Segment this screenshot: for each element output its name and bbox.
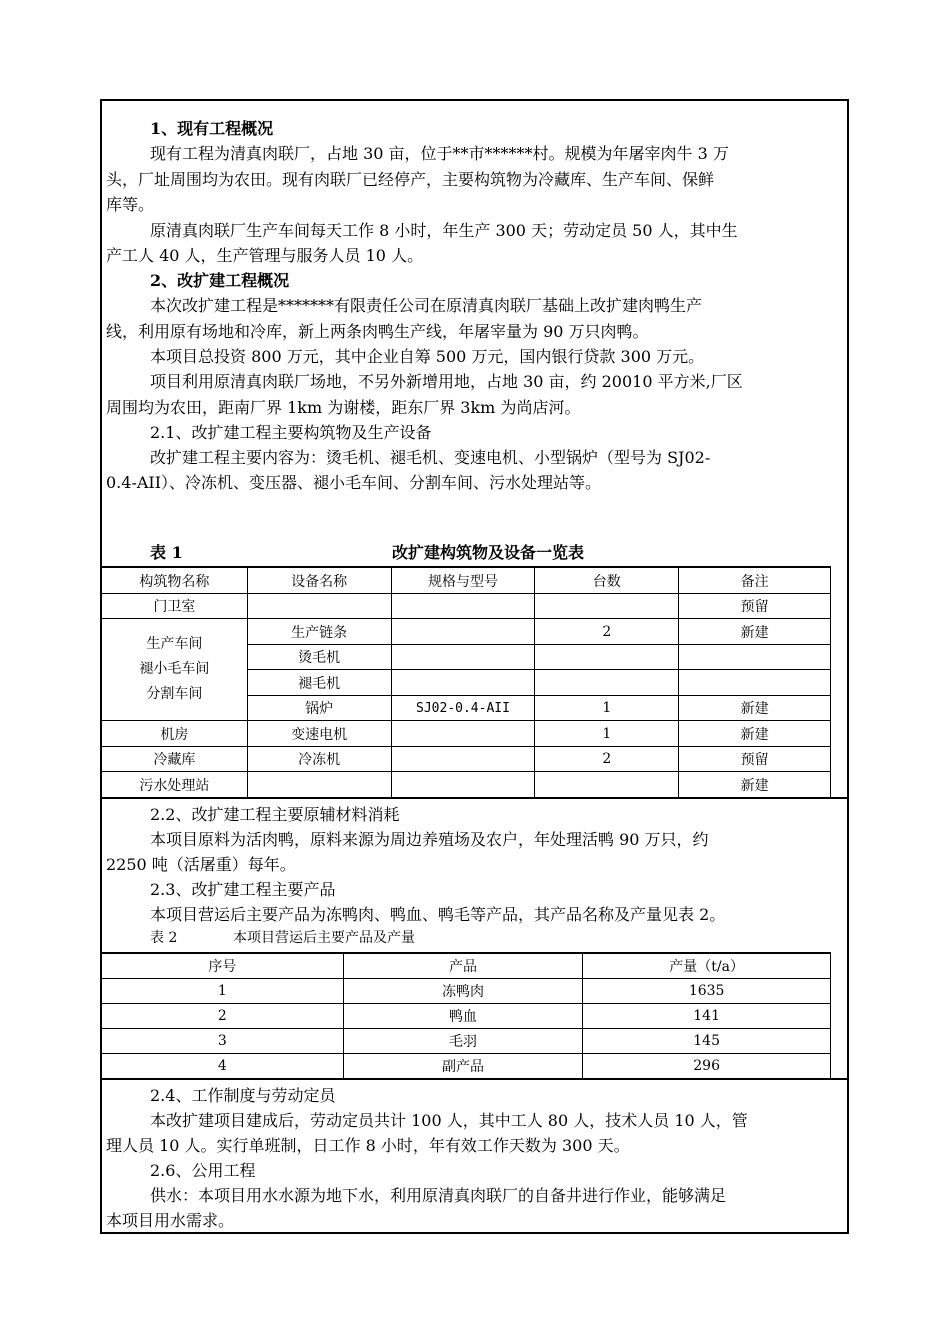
table1-header-cell: 台数 (535, 568, 679, 594)
merged-building-cell (102, 619, 248, 721)
table1-title: 改扩建构筑物及设备一览表 (392, 543, 585, 562)
table-cell: 鸭血 (343, 1004, 583, 1029)
table2-title: 本项目营运后主要产品及产量 (233, 930, 415, 946)
table-cell: 4 (102, 1054, 344, 1079)
table-cell: 变速电机 (247, 721, 391, 747)
table-cell: 预留 (679, 594, 831, 619)
sec21-text-line1: 改扩建工程主要内容为：烫毛机、褪毛机、变速电机、小型锅炉（型号为 SJ02- (150, 448, 711, 467)
table-cell: 2 (535, 747, 679, 772)
table-row (102, 1054, 831, 1079)
sec2-para2: 本项目总投资 800 万元，其中企业自筹 500 万元，国内银行贷款 300 万元。 (150, 347, 705, 366)
table1-bottom-rule (101, 797, 847, 799)
sec1-para2-line1: 原清真肉联厂生产车间每天工作 8 小时，年生产 300 天；劳动定员 50 人，其中生 (150, 221, 738, 240)
table1 (101, 567, 831, 798)
table-cell (391, 594, 535, 619)
table-cell: 冻鸭肉 (343, 979, 583, 1004)
table-cell: 机房 (102, 721, 248, 747)
sec1-para1-line3: 库等。 (106, 195, 155, 214)
sec21-text-line2: 0.4-AII）、冷冻机、变压器、褪小毛车间、分割车间、污水处理站等。 (106, 473, 602, 492)
table-cell: 新建 (679, 619, 831, 645)
table-row (102, 619, 831, 645)
section-2-title: 2、改扩建工程概况 (150, 271, 290, 290)
table-cell: 副产品 (343, 1054, 583, 1079)
table-cell (535, 645, 679, 670)
table-cell: 污水处理站 (102, 772, 248, 798)
table-row (102, 979, 831, 1004)
table-cell (391, 670, 535, 696)
table1-label: 表 1 (150, 543, 183, 562)
sec24-title: 2.4、工作制度与劳动定员 (150, 1086, 336, 1105)
table2-bottom-rule (101, 1078, 847, 1080)
table-cell (679, 670, 831, 696)
table-cell (391, 747, 535, 772)
table-cell (247, 772, 391, 798)
table2-label: 表 2 (150, 930, 178, 946)
table-cell: 1 (535, 696, 679, 721)
table-cell (247, 594, 391, 619)
sec22-text-line1: 本项目原料为活肉鸭，原料来源为周边养殖场及农户，年处理活鸭 90 万只，约 (150, 830, 709, 849)
table1-header-cell: 设备名称 (247, 568, 391, 594)
table-cell: 2 (102, 1004, 344, 1029)
table1-header-cell: 备注 (679, 568, 831, 594)
table-cell: 预留 (679, 747, 831, 772)
table-cell: 冷藏库 (102, 747, 248, 772)
table2-header-row (102, 954, 831, 979)
table-cell: 毛羽 (343, 1029, 583, 1054)
table-cell: 296 (583, 1054, 831, 1079)
sec21-title: 2.1、改扩建工程主要构筑物及生产设备 (150, 423, 432, 442)
building-name: 褪小毛车间 (139, 661, 210, 677)
table-cell: 145 (583, 1029, 831, 1054)
sec26-text-line2: 本项目用水需求。 (106, 1211, 235, 1230)
table2-header-cell: 产量（t/a） (583, 954, 831, 979)
sec2-para3-line2: 周围均为农田，距南厂界 1km 为谢楼，距东厂界 3km 为尚店河。 (106, 398, 581, 417)
sec24-text-line1: 本改扩建项目建成后，劳动定员共计 100 人，其中工人 80 人，技术人员 10 人，管 (150, 1111, 748, 1130)
table-row (102, 721, 831, 747)
table-cell: 新建 (679, 772, 831, 798)
table-cell (535, 670, 679, 696)
table2-header-cell: 产品 (343, 954, 583, 979)
sec2-para1-line1: 本次改扩建工程是*******有限责任公司在原清真肉联厂基础上改扩建肉鸭生产 (150, 296, 703, 315)
table-cell: 141 (583, 1004, 831, 1029)
table2-header-cell: 序号 (102, 954, 344, 979)
sec22-text-line2: 2250 吨（活屠重）每年。 (106, 855, 296, 874)
table-cell (391, 772, 535, 798)
table-cell: 1 (102, 979, 344, 1004)
sec1-para1-line2: 头，厂址周围均为农田。现有肉联厂已经停产，主要构筑物为冷藏库、生产车间、保鲜 (106, 170, 715, 189)
table1-top-rule (101, 566, 831, 568)
sec26-title: 2.6、公用工程 (150, 1161, 256, 1180)
sec24-text-line2: 理人员 10 人。实行单班制，日工作 8 小时，年有效工作天数为 300 天。 (106, 1136, 630, 1155)
table1-header-cell: 构筑物名称 (102, 568, 248, 594)
table-cell: 新建 (679, 696, 831, 721)
table-cell: 冷冻机 (247, 747, 391, 772)
table-cell (391, 721, 535, 747)
table-cell: 新建 (679, 721, 831, 747)
table-row (102, 1004, 831, 1029)
building-name: 生产车间 (146, 636, 203, 652)
table-cell: 1 (535, 721, 679, 747)
table-cell: 烫毛机 (247, 645, 391, 670)
table-cell (679, 645, 831, 670)
building-name: 分割车间 (146, 686, 203, 702)
sec1-para2-line2: 产工人 40 人，生产管理与服务人员 10 人。 (106, 246, 424, 265)
table2-top-rule (101, 952, 831, 954)
table-row (102, 747, 831, 772)
sec23-title: 2.3、改扩建工程主要产品 (150, 880, 336, 899)
table-cell (535, 772, 679, 798)
table1-header-row (102, 568, 831, 594)
table-cell: 3 (102, 1029, 344, 1054)
table2 (101, 953, 831, 1079)
table-cell (391, 645, 535, 670)
table-cell (391, 619, 535, 645)
sec1-para1-line1: 现有工程为清真肉联厂，占地 30 亩，位于**市******村。规模为年屠宰肉牛 3 万 (150, 144, 729, 163)
table-cell: 2 (535, 619, 679, 645)
sec2-para3-line1: 项目利用原清真肉联厂场地，不另外新增用地，占地 30 亩，约 20010 平方米,厂区 (150, 372, 743, 391)
sec22-title: 2.2、改扩建工程主要原辅材料消耗 (150, 805, 400, 824)
table-cell: 生产链条 (247, 619, 391, 645)
table-cell: SJ02-0.4-AII (391, 696, 535, 721)
table-cell: 褪毛机 (247, 670, 391, 696)
sec2-para1-line2: 线，利用原有场地和冷库，新上两条肉鸭生产线，年屠宰量为 90 万只肉鸭。 (106, 322, 649, 341)
sec26-text-line1: 供水：本项目用水水源为地下水，利用原清真肉联厂的自备井进行作业，能够满足 (150, 1186, 727, 1205)
table1-header-cell: 规格与型号 (391, 568, 535, 594)
table-cell: 1635 (583, 979, 831, 1004)
table-row (102, 772, 831, 798)
table-row (102, 594, 831, 619)
section-1-title: 1、现有工程概况 (150, 119, 274, 138)
sec23-text: 本项目营运后主要产品为冻鸭肉、鸭血、鸭毛等产品，其产品名称及产量见表 2。 (150, 905, 726, 924)
table-cell (535, 594, 679, 619)
table-row (102, 1029, 831, 1054)
table-cell: 门卫室 (102, 594, 248, 619)
table-cell: 锅炉 (247, 696, 391, 721)
